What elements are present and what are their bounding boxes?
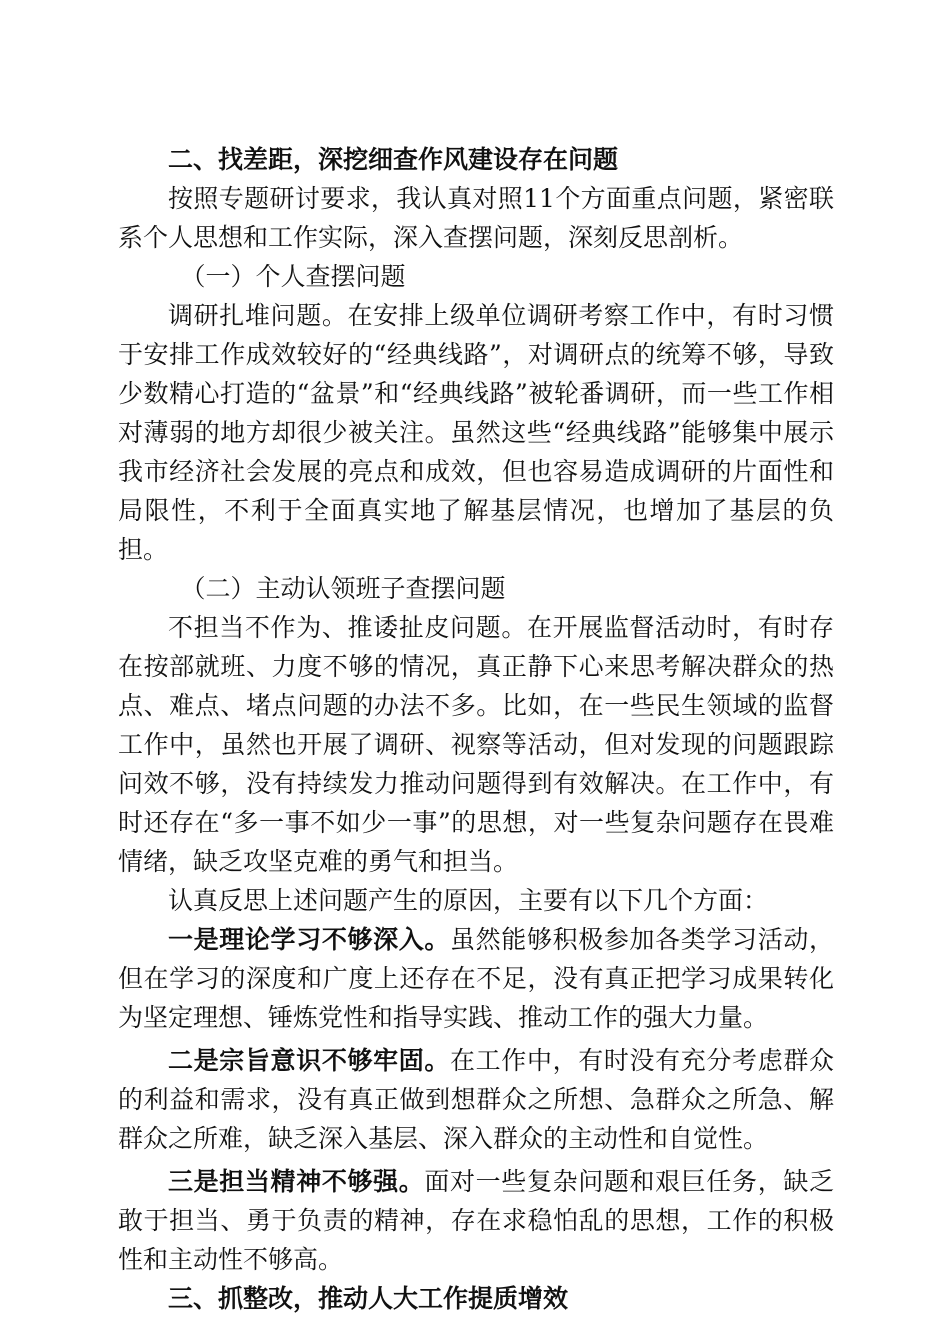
document-body bbox=[118, 140, 834, 1318]
section-two-heading: 二、找差距，深挖细查作风建设存在问题 bbox=[168, 145, 619, 174]
reason-one-text: 虽然能够积极参加各类学习活动，但在学习的深度和广度上还存在不足，没有真正把学习成果转化为坚定理想、锤炼党性和指导实践、推动工作的强大力量。 bbox=[118, 925, 834, 1032]
reason-one-paragraph bbox=[118, 920, 834, 1037]
subsection-one-heading: （一）个人查摆问题 bbox=[180, 262, 406, 291]
reason-two-text: 在工作中，有时没有充分考虑群众的利益和需求，没有真正做到想群众之所想、急群众之所急、解群众之所难，缺乏深入基层、深入群众的主动性和自觉性。 bbox=[118, 1046, 834, 1153]
reason-two-lead: 二是宗旨意识不够牢固。 bbox=[168, 1046, 451, 1075]
reason-two-paragraph bbox=[118, 1041, 834, 1158]
reason-three-paragraph bbox=[118, 1162, 834, 1279]
reason-three-text: 面对一些复杂问题和艰巨任务，缺乏敢于担当、勇于负责的精神，存在求稳怕乱的思想，工作的积极性和主动性不够高。 bbox=[118, 1167, 834, 1274]
reasons-intro-paragraph: 认真反思上述问题产生的原因，主要有以下几个方面： bbox=[168, 886, 769, 915]
intro-paragraph: 按照专题研讨要求，我认真对照11个方面重点问题，紧密联系个人思想和工作实际，深入查摆问题，深刻反思剖析。 bbox=[118, 184, 834, 252]
reason-one-lead: 一是理论学习不够深入。 bbox=[168, 925, 451, 954]
subsection-two-heading: （二）主动认领班子查摆问题 bbox=[180, 574, 506, 603]
subsection-two-paragraph: 不担当不作为、推诿扯皮问题。在开展监督活动时，有时存在按部就班、力度不够的情况，真正静下心来思考解决群众的热点、难点、堵点问题的办法不多。比如，在一些民生领域的监督工作中，虽然也开展了调研、视察等活动，但对发现的问题跟踪问效不够，没有持续发力推动问题得到有效解决。在工作中，有时还存在“多一事不如少一事”的思想，对一些复杂问题存在畏难情绪，缺乏攻坚克难的勇气和担当。 bbox=[118, 613, 834, 876]
reason-three-lead: 三是担当精神不够强。 bbox=[168, 1167, 425, 1196]
section-three-heading: 三、抓整改，推动人大工作提质增效 bbox=[168, 1284, 569, 1313]
subsection-one-paragraph: 调研扎堆问题。在安排上级单位调研考察工作中，有时习惯于安排工作成效较好的“经典线路”，对调研点的统筹不够，导致少数精心打造的“盆景”和“经典线路”被轮番调研，而一些工作相对薄弱的地方却很少被关注。虽然这些“经典线路”能够集中展示我市经济社会发展的亮点和成效，但也容易造成调研的片面性和局限性，不利于全面真实地了解基层情况，也增加了基层的负担。 bbox=[118, 301, 834, 564]
